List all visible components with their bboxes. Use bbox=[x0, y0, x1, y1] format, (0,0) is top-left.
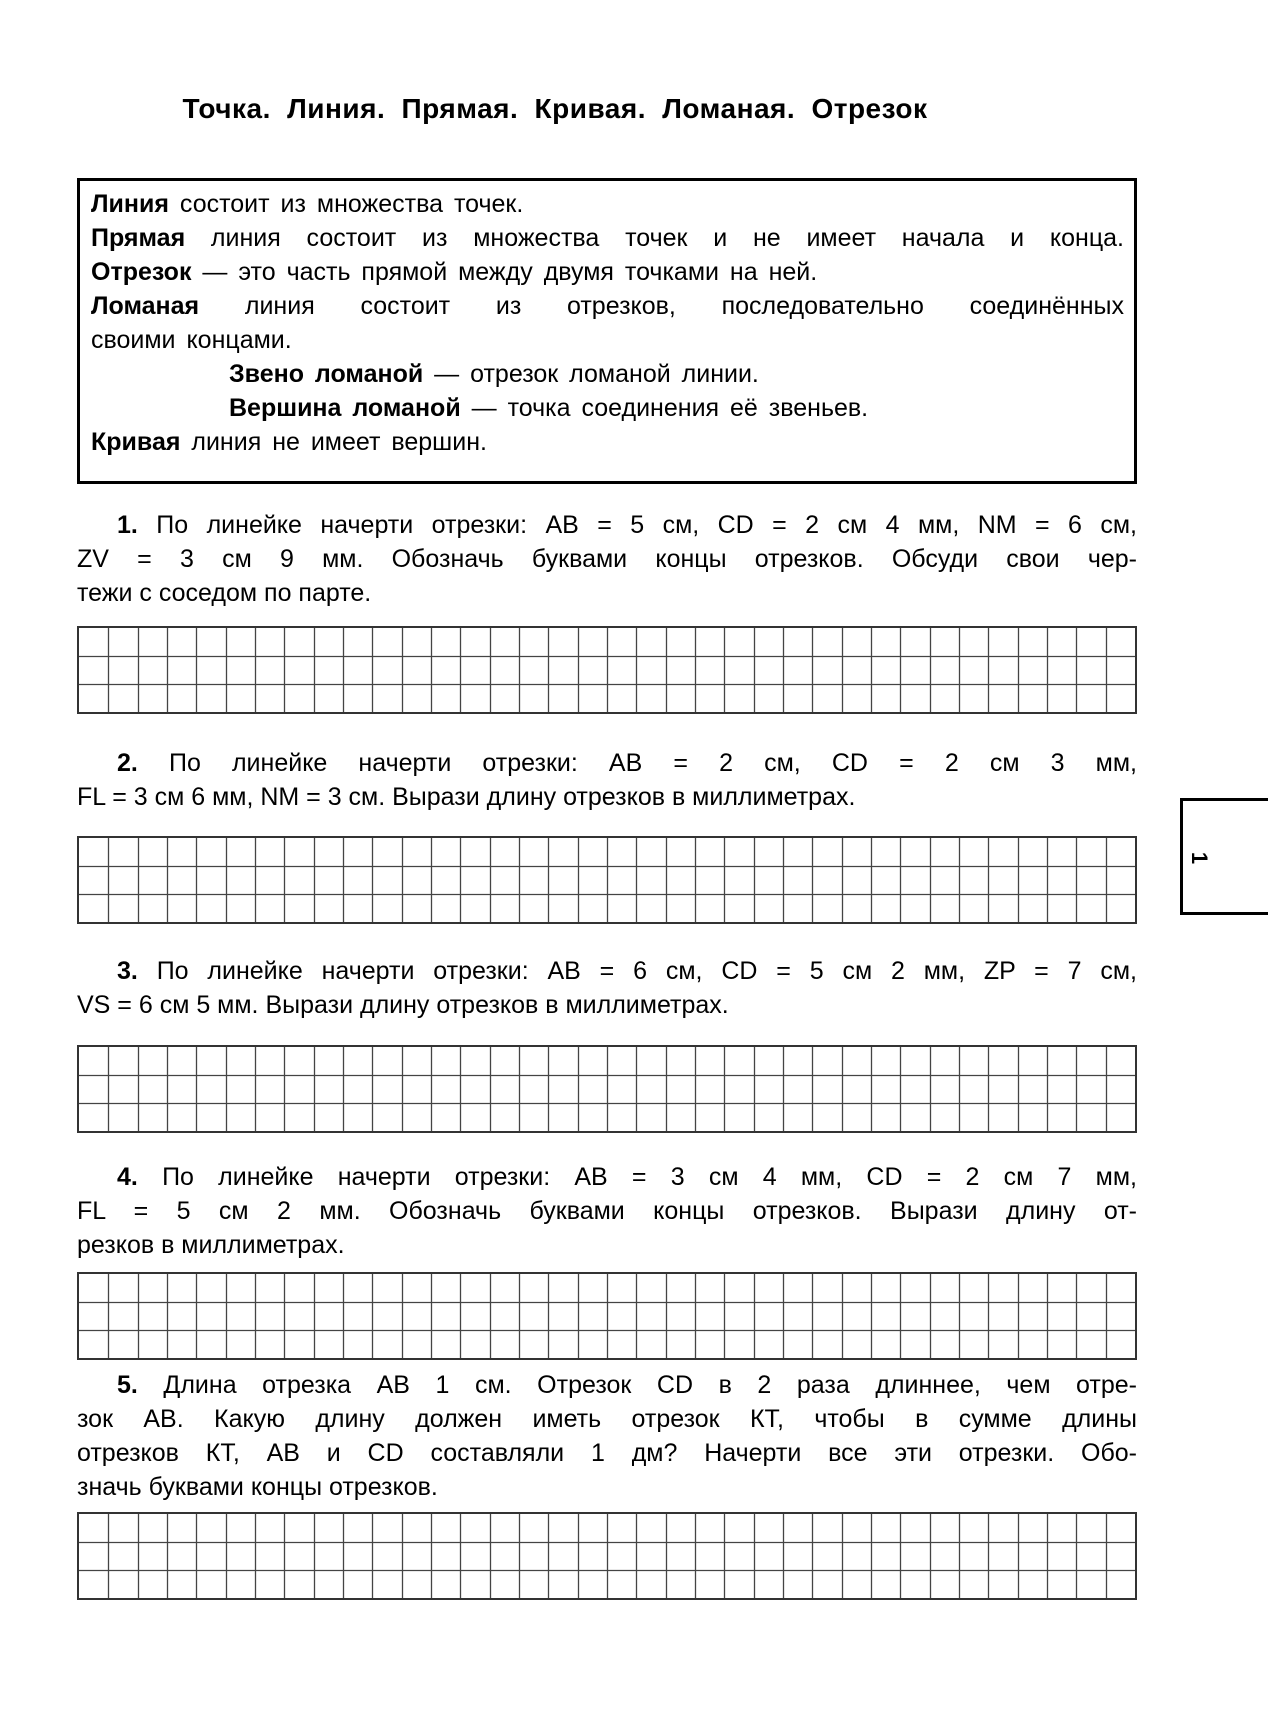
task-number: 4. bbox=[117, 1163, 138, 1191]
task-line: резков в миллиметрах. bbox=[77, 1231, 345, 1259]
page-section-tab bbox=[1180, 798, 1268, 915]
drawing-grid-3[interactable] bbox=[77, 1045, 1137, 1133]
definition-line bbox=[91, 221, 1124, 255]
definition-text: состоит из множества точек. bbox=[168, 190, 524, 218]
grid-lines bbox=[79, 1047, 1135, 1131]
task-line: ZV = 3 см 9 мм. Обозначь буквами концы отрезков. Обсуди свои чер- bbox=[77, 545, 1137, 573]
definition-text: своими концами. bbox=[91, 326, 292, 354]
section-number: 1 bbox=[1187, 851, 1213, 865]
definition-line bbox=[91, 255, 1124, 289]
drawing-grid-4[interactable] bbox=[77, 1272, 1137, 1360]
task-line: отрезков КТ, АВ и CD составляли 1 дм? Начерти все эти отрезки. Обо- bbox=[77, 1439, 1137, 1467]
definition-line bbox=[91, 187, 1124, 221]
definition-line bbox=[91, 289, 1124, 323]
task-line: FL = 3 см 6 мм, NM = 3 см. Вырази длину отрезков в миллиметрах. bbox=[77, 783, 856, 811]
definition-term: Кривая bbox=[91, 428, 181, 456]
definition-text: линия состоит из отрезков, последовательно соединённых bbox=[199, 292, 1124, 320]
definition-line bbox=[229, 357, 1124, 391]
task-3 bbox=[77, 954, 1137, 1022]
task-line: 2. По линейке начерти отрезки: АВ = 2 см, CD = 2 см 3 мм, bbox=[117, 749, 1137, 777]
definition-line bbox=[91, 323, 1124, 357]
grid-lines bbox=[79, 1274, 1135, 1358]
definition-term: Ломаная bbox=[91, 292, 200, 320]
definition-text: — отрезок ломаной линии. bbox=[423, 360, 759, 388]
task-number: 5. bbox=[117, 1371, 138, 1399]
grid-lines bbox=[79, 1514, 1135, 1598]
task-2 bbox=[77, 746, 1137, 814]
task-line: 3. По линейке начерти отрезки: АВ = 6 см, CD = 5 см 2 мм, ZP = 7 см, bbox=[117, 957, 1137, 985]
grid-lines bbox=[79, 838, 1135, 922]
grid-lines bbox=[79, 628, 1135, 712]
page-title: Точка. Линия. Прямая. Кривая. Ломаная. Отрезок bbox=[182, 93, 928, 124]
definition-text: — это часть прямой между двумя точками на ней. bbox=[191, 258, 818, 286]
task-line: 5. Длина отрезка АВ 1 см. Отрезок CD в 2 раза длиннее, чем отре- bbox=[117, 1371, 1137, 1399]
definition-line bbox=[229, 391, 1124, 425]
definition-term: Вершина ломаной bbox=[229, 394, 461, 422]
task-number: 2. bbox=[117, 749, 138, 777]
definition-term: Отрезок bbox=[91, 258, 192, 286]
definition-text: — точка соединения её звеньев. bbox=[460, 394, 869, 422]
drawing-grid-1[interactable] bbox=[77, 626, 1137, 714]
drawing-grid-5[interactable] bbox=[77, 1512, 1137, 1600]
task-line: зок АВ. Какую длину должен иметь отрезок КТ, чтобы в сумме длины bbox=[77, 1405, 1137, 1433]
definitions-box bbox=[77, 178, 1137, 484]
definition-term: Линия bbox=[91, 190, 169, 218]
task-5 bbox=[77, 1368, 1137, 1504]
drawing-grid-2[interactable] bbox=[77, 836, 1137, 924]
task-number: 1. bbox=[117, 511, 138, 539]
task-line: FL = 5 см 2 мм. Обозначь буквами концы отрезков. Вырази длину от- bbox=[77, 1197, 1137, 1225]
task-line: 1. По линейке начерти отрезки: АВ = 5 см, CD = 2 см 4 мм, NM = 6 см, bbox=[117, 511, 1137, 539]
definition-term: Звено ломаной bbox=[229, 360, 424, 388]
task-4 bbox=[77, 1160, 1137, 1262]
task-line: VS = 6 см 5 мм. Вырази длину отрезков в миллиметрах. bbox=[77, 991, 729, 1019]
task-line: 4. По линейке начерти отрезки: АВ = 3 см 4 мм, CD = 2 см 7 мм, bbox=[117, 1163, 1137, 1191]
definition-text: линия не имеет вершин. bbox=[180, 428, 487, 456]
task-line: тежи с соседом по парте. bbox=[77, 579, 372, 607]
task-number: 3. bbox=[117, 957, 138, 985]
task-1 bbox=[77, 508, 1137, 610]
task-line: значь буквами концы отрезков. bbox=[77, 1473, 438, 1501]
definition-term: Прямая bbox=[91, 224, 186, 252]
definition-line bbox=[91, 425, 1124, 459]
definition-text: линия состоит из множества точек и не имеет начала и конца. bbox=[185, 224, 1124, 252]
